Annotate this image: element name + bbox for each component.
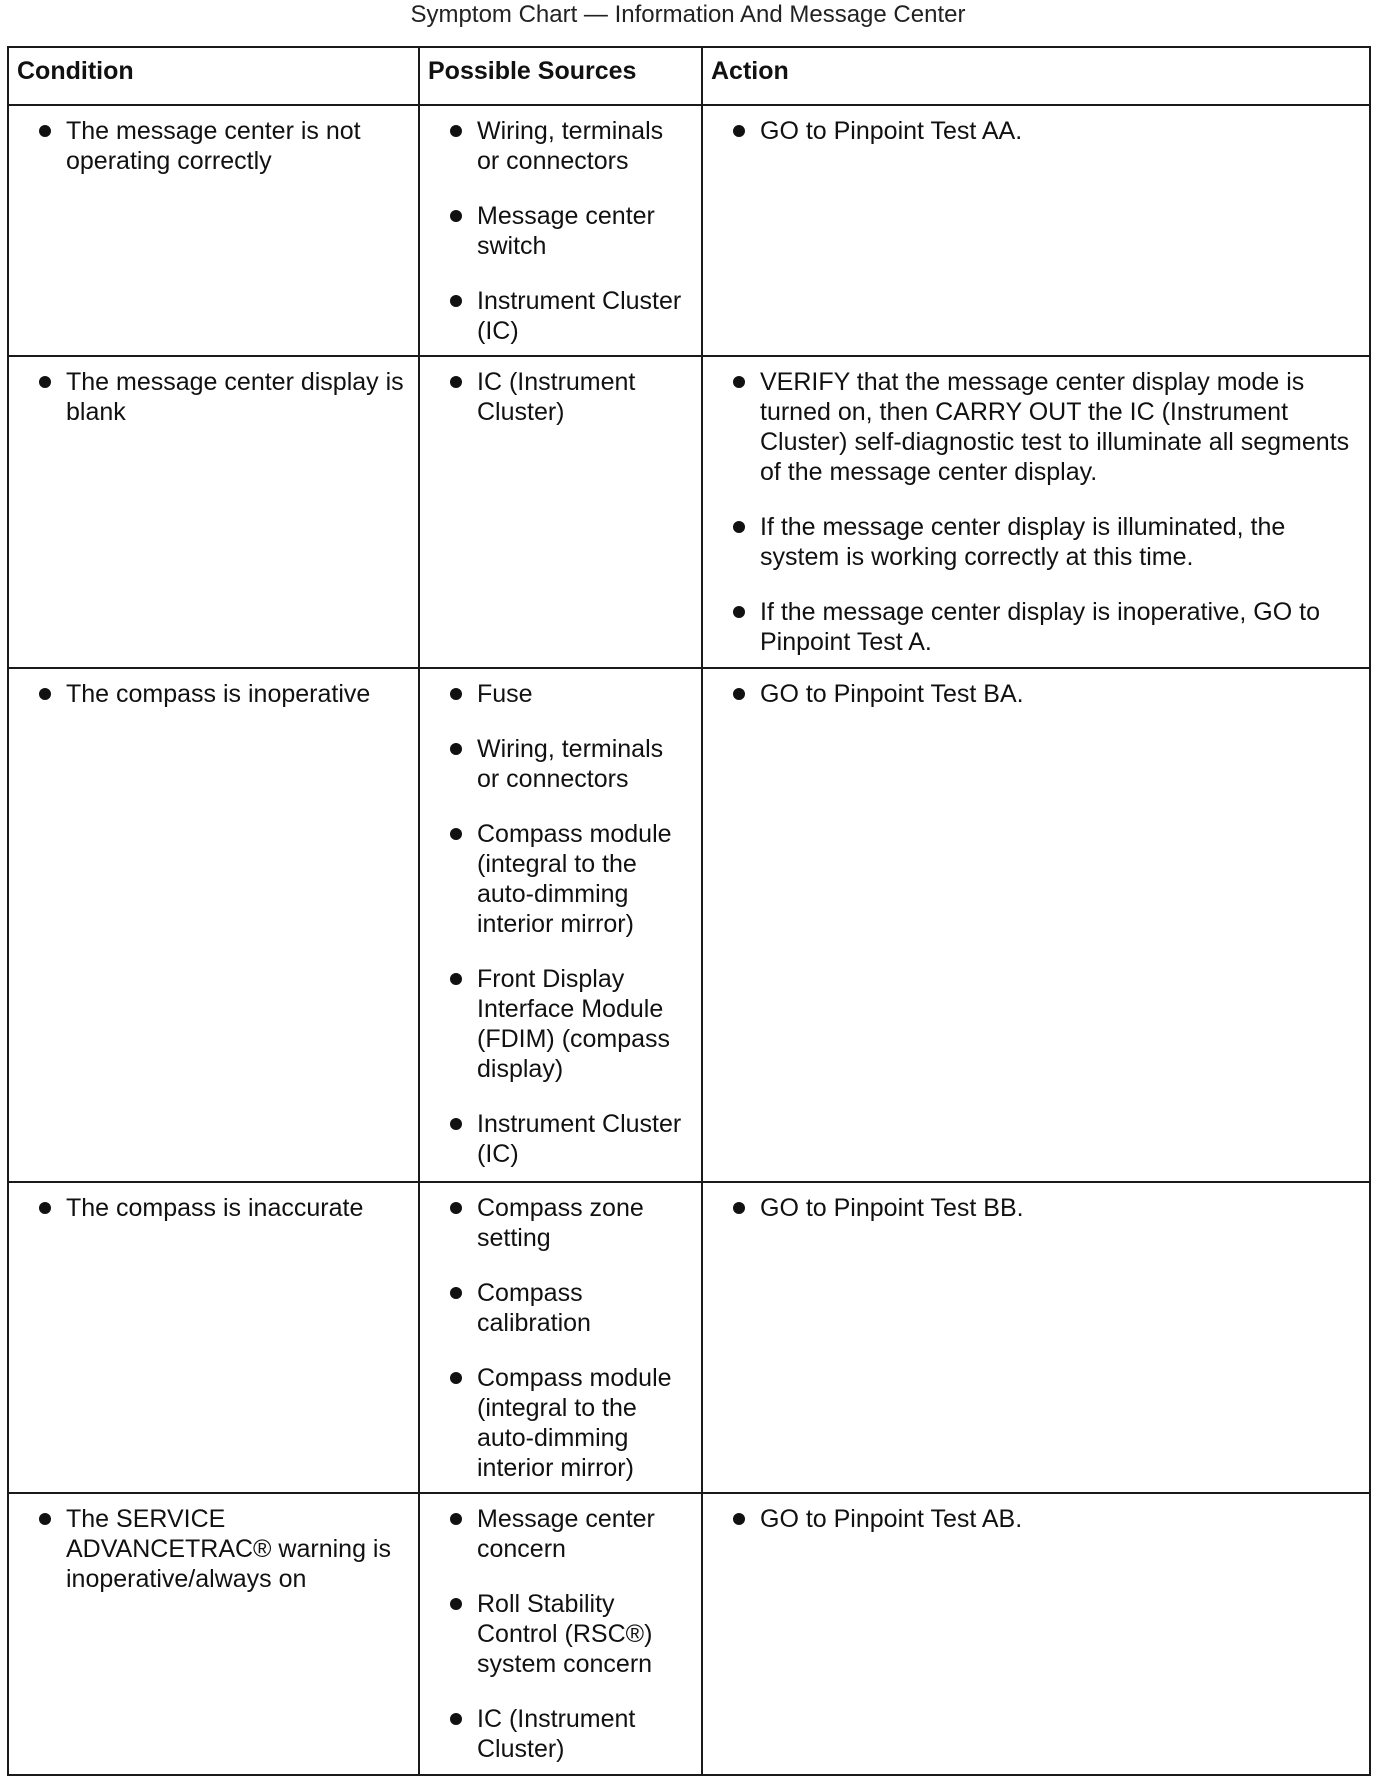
list-item xyxy=(448,819,691,939)
sources-cell xyxy=(419,1182,702,1493)
source-text: Compass module (integral to the auto-dimming interior mirror) xyxy=(477,1364,672,1482)
list-item xyxy=(448,1109,691,1169)
list-item xyxy=(448,964,691,1084)
sources-cell xyxy=(419,105,702,356)
sources-cell xyxy=(419,1493,702,1775)
condition-cell xyxy=(8,105,419,356)
action-cell xyxy=(702,356,1370,668)
list-item xyxy=(731,512,1359,572)
table-header-row xyxy=(8,47,1370,105)
list-item xyxy=(448,1704,691,1764)
condition-cell xyxy=(8,1493,419,1775)
list-item xyxy=(448,1278,691,1338)
source-text: Front Display Interface Module (FDIM) (compass display) xyxy=(477,965,671,1083)
condition-text: The compass is inoperative xyxy=(66,680,371,708)
source-text: Message center switch xyxy=(477,202,655,260)
list-item xyxy=(37,1193,408,1223)
source-text: Compass zone setting xyxy=(477,1194,644,1252)
list-item xyxy=(731,1504,1359,1534)
action-text: GO to Pinpoint Test AB. xyxy=(760,1505,1023,1533)
source-text: Wiring, terminals or connectors xyxy=(477,117,664,175)
list-item xyxy=(448,1193,691,1253)
list-item xyxy=(448,1504,691,1564)
action-text: GO to Pinpoint Test AA. xyxy=(760,117,1023,145)
header-condition: Condition xyxy=(8,47,419,105)
condition-cell xyxy=(8,356,419,668)
source-text: Wiring, terminals or connectors xyxy=(477,735,664,793)
source-text: Compass calibration xyxy=(477,1279,591,1337)
list-item xyxy=(37,116,408,176)
list-item xyxy=(731,367,1359,487)
list-item xyxy=(448,367,691,427)
header-action: Action xyxy=(702,47,1370,105)
action-cell xyxy=(702,105,1370,356)
table-row xyxy=(8,356,1370,668)
action-text: VERIFY that the message center display mode is turned on, then CARRY OUT the IC (Instrument Cluster) self-diagnostic test to illuminate all segments of the message center display. xyxy=(760,368,1350,486)
list-item xyxy=(731,116,1359,146)
source-text: IC (Instrument Cluster) xyxy=(477,368,636,426)
page-title: Symptom Chart — Information And Message Center xyxy=(410,1,966,28)
list-item xyxy=(37,679,408,709)
list-item xyxy=(448,679,691,709)
symptom-chart-table xyxy=(7,46,1371,1776)
action-text: If the message center display is inoperative, GO to Pinpoint Test A. xyxy=(760,598,1320,656)
condition-cell xyxy=(8,668,419,1182)
list-item xyxy=(448,116,691,176)
list-item xyxy=(731,597,1359,657)
action-cell xyxy=(702,1182,1370,1493)
source-text: Instrument Cluster (IC) xyxy=(477,1110,682,1168)
table-row xyxy=(8,668,1370,1182)
list-item xyxy=(731,679,1359,709)
source-text: Compass module (integral to the auto-dimming interior mirror) xyxy=(477,820,672,938)
action-text: GO to Pinpoint Test BB. xyxy=(760,1194,1024,1222)
condition-text: The SERVICE ADVANCETRAC® warning is inoperative/always on xyxy=(66,1505,391,1593)
list-item xyxy=(731,1193,1359,1223)
list-item xyxy=(448,1363,691,1483)
table-row xyxy=(8,1182,1370,1493)
action-text: GO to Pinpoint Test BA. xyxy=(760,680,1024,708)
source-text: Instrument Cluster (IC) xyxy=(477,287,682,345)
sources-cell xyxy=(419,356,702,668)
source-text: Fuse xyxy=(477,680,533,708)
source-text: Message center concern xyxy=(477,1505,655,1563)
list-item xyxy=(448,734,691,794)
header-possible-sources: Possible Sources xyxy=(419,47,702,105)
condition-text: The message center is not operating correctly xyxy=(66,117,361,175)
list-item xyxy=(37,1504,408,1594)
action-cell xyxy=(702,1493,1370,1775)
source-text: Roll Stability Control (RSC®) system concern xyxy=(477,1590,653,1678)
table-row xyxy=(8,1493,1370,1775)
list-item xyxy=(448,286,691,346)
list-item xyxy=(37,367,408,427)
list-item xyxy=(448,201,691,261)
list-item xyxy=(448,1589,691,1679)
condition-cell xyxy=(8,1182,419,1493)
sources-cell xyxy=(419,668,702,1182)
action-cell xyxy=(702,668,1370,1182)
source-text: IC (Instrument Cluster) xyxy=(477,1705,636,1763)
action-text: If the message center display is illuminated, the system is working correctly at this time. xyxy=(760,513,1286,571)
condition-text: The message center display is blank xyxy=(66,368,404,426)
condition-text: The compass is inaccurate xyxy=(66,1194,364,1222)
table-row xyxy=(8,105,1370,356)
